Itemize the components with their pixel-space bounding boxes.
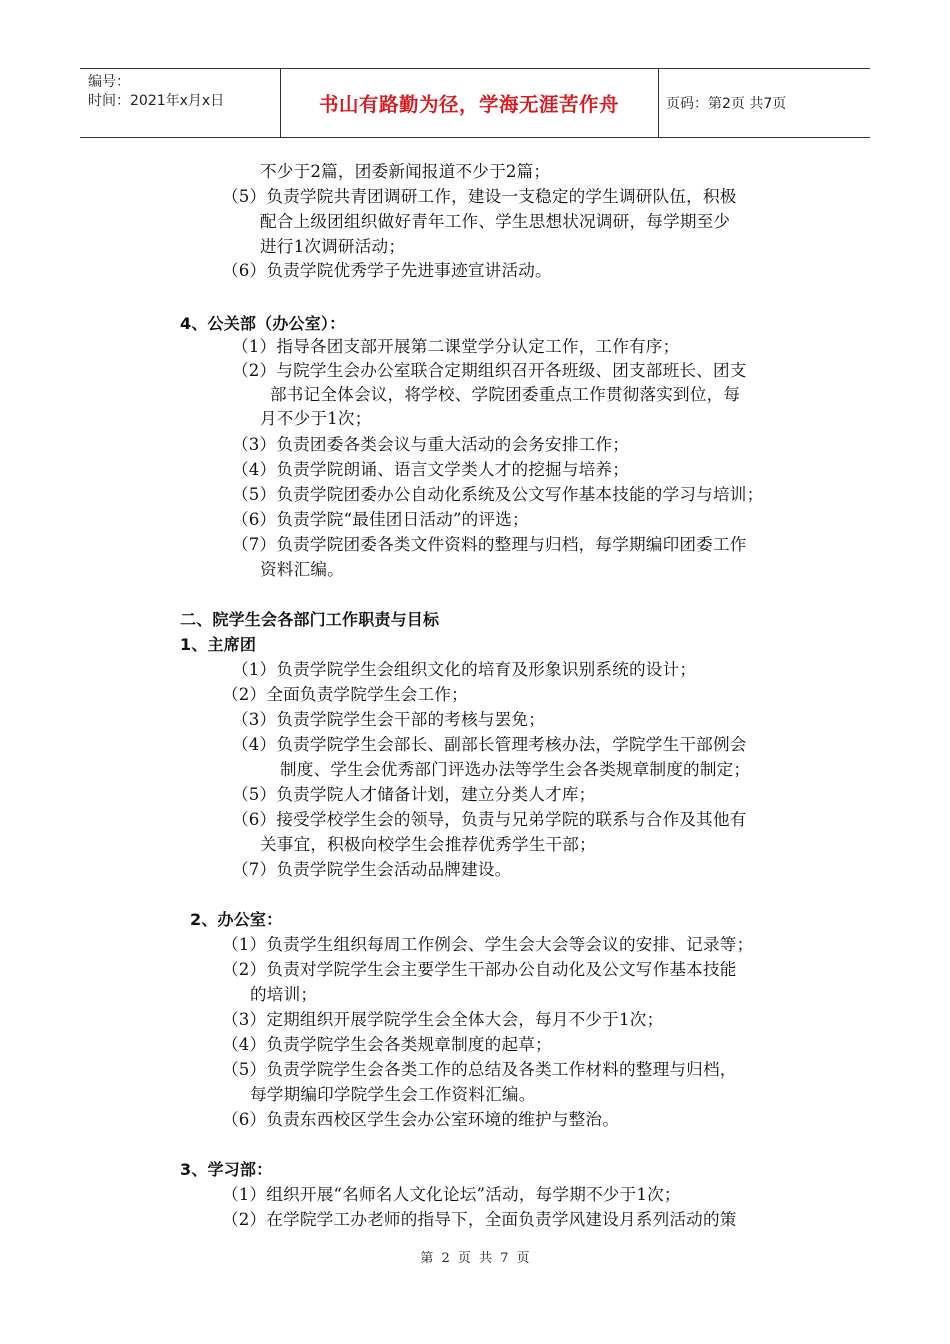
- body-line: 制度、学生会优秀部门评选办法等学生会各类规章制度的制定；: [280, 760, 751, 779]
- list-item: （4）负责学院朗诵、语言文学类人才的挖掘与培养；: [232, 460, 630, 479]
- header-divider: [658, 69, 659, 137]
- body-line: 进行1次调研活动；: [260, 237, 406, 256]
- list-item: （7）负责学院学生会活动品牌建设。: [232, 860, 512, 879]
- list-item: （5）负责学院学生会各类工作的总结及各类工作材料的整理与归档，: [222, 1060, 737, 1079]
- body-line: 配合上级团组织做好青年工作、学生思想状况调研，每学期至少: [260, 212, 731, 231]
- list-item: （4）负责学院学生会各类规章制度的起草；: [222, 1035, 552, 1054]
- list-item: （5）负责学院共青团调研工作，建设一支稳定的学生调研队伍，积极: [222, 187, 737, 206]
- section-heading: 2、办公室：: [190, 910, 283, 929]
- list-item: （1）指导各团支部开展第二课堂学分认定工作，工作有序；: [232, 337, 680, 356]
- list-item: （5）负责学院人才储备计划，建立分类人才库；: [232, 785, 596, 804]
- list-item: （1）负责学生组织每周工作例会、学生会大会等会议的安排、记录等；: [222, 935, 754, 954]
- list-item: （2）在学院学工办老师的指导下，全面负责学风建设月系列活动的策: [222, 1210, 737, 1229]
- page-footer: 第 2 页 共 7 页: [420, 1251, 530, 1266]
- header-motto: 书山有路勤为径，学海无涯苦作舟: [318, 93, 619, 116]
- number-label: 编号：: [88, 74, 130, 90]
- body-line: 资料汇编。: [260, 560, 344, 579]
- section-heading: 4、公关部（办公室）：: [180, 314, 346, 333]
- body-line: 部书记全体会议，将学校、学院团委重点工作贯彻落实到位，每: [270, 385, 741, 404]
- section-heading: 二、院学生会各部门工作职责与目标: [180, 610, 440, 629]
- list-item: （3）定期组织开展学院学生会全体大会，每月不少于1次；: [222, 1010, 664, 1029]
- list-item: （2）全面负责学院学生会工作；: [222, 685, 468, 704]
- list-item: （6）负责学院优秀学子先进事迹宣讲活动。: [222, 261, 552, 280]
- body-line: 每学期编印学院学生会工作资料汇编。: [250, 1085, 536, 1104]
- section-heading: 3、学习部：: [180, 1160, 273, 1179]
- page-code: 页码：第2页 共7页: [666, 96, 787, 112]
- section-heading: 1、主席团: [180, 635, 257, 654]
- body-line: 关事宜，积极向校学生会推荐优秀学生干部；: [260, 835, 596, 854]
- list-item: （1）组织开展“名师名人文化论坛”活动，每学期不少于1次；: [222, 1185, 681, 1204]
- list-item: （5）负责学院团委办公自动化系统及公文写作基本技能的学习与培训；: [232, 485, 764, 504]
- body-line: 的培训；: [250, 985, 318, 1004]
- list-item: （7）负责学院团委各类文件资料的整理与归档，每学期编印团委工作: [232, 535, 747, 554]
- list-item: （2）负责对学院学生会主要学生干部办公自动化及公文写作基本技能: [222, 960, 737, 979]
- page-header: [80, 68, 870, 138]
- body-line: 不少于2篇，团委新闻报道不少于2篇；: [260, 162, 551, 181]
- list-item: （4）负责学院学生会部长、副部长管理考核办法，学院学生干部例会: [232, 735, 747, 754]
- list-item: （2）与院学生会办公室联合定期组织召开各班级、团支部班长、团支: [232, 361, 747, 380]
- list-item: （1）负责学院学生会组织文化的培育及形象识别系统的设计；: [232, 660, 697, 679]
- list-item: （6）负责学院“最佳团日活动”的评选；: [232, 510, 529, 529]
- body-line: 月不少于1次；: [260, 409, 372, 428]
- list-item: （3）负责学院学生会干部的考核与罢免；: [232, 710, 546, 729]
- list-item: （6）接受学校学生会的领导，负责与兄弟学院的联系与合作及其他有: [232, 810, 747, 829]
- header-info: [88, 73, 224, 111]
- list-item: （3）负责团委各类会议与重大活动的会务安排工作；: [232, 435, 630, 454]
- list-item: （6）负责东西校区学生会办公室环境的维护与整治。: [222, 1110, 620, 1129]
- date-line: 时间：2021年x月x日: [88, 93, 225, 109]
